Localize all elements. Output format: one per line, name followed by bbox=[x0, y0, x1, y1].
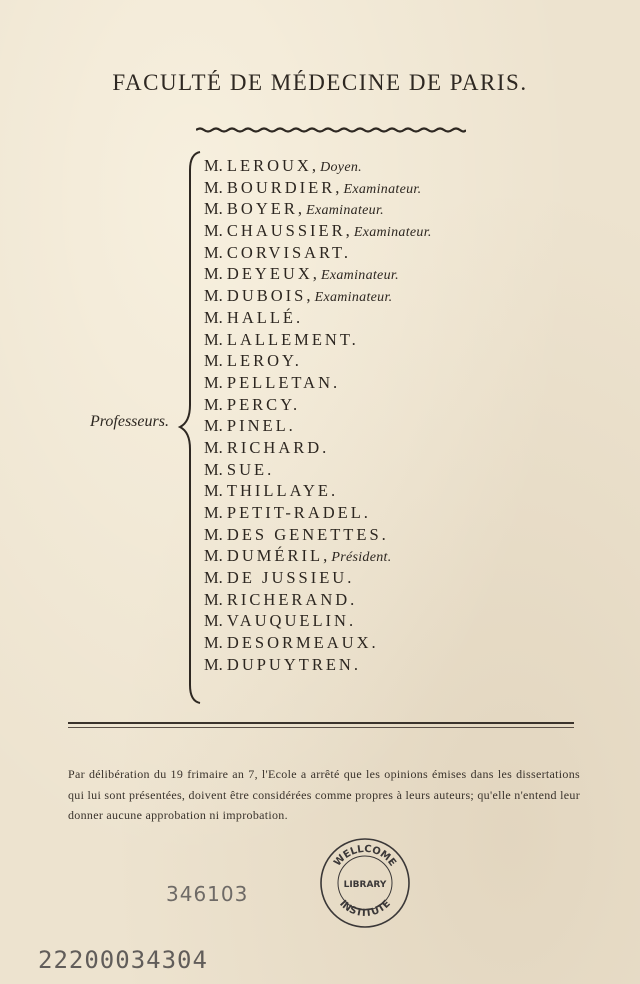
professor-name: RICHERAND. bbox=[226, 589, 358, 609]
professors-list bbox=[204, 155, 432, 676]
professor-name: THILLAYE. bbox=[226, 481, 339, 501]
professor-prefix: M. bbox=[204, 156, 223, 175]
professor-row: M. DUBOIS, Examinateur. bbox=[204, 286, 393, 306]
professor-name: LEROY. bbox=[226, 351, 302, 371]
professor-prefix: M. bbox=[204, 351, 223, 371]
professor-row bbox=[204, 437, 432, 459]
page-title: FACULTÉ DE MÉDECINE DE PARIS. bbox=[112, 70, 528, 95]
professor-name: BOURDIER bbox=[226, 177, 336, 197]
professor-row bbox=[204, 459, 432, 481]
professor-name: SUE. bbox=[226, 459, 275, 479]
professor-role: Examinateur. bbox=[314, 290, 393, 306]
professor-row bbox=[204, 329, 432, 351]
professor-row bbox=[204, 567, 432, 589]
professor-row bbox=[204, 350, 432, 372]
notice-paragraph: Par délibération du 19 frimaire an 7, l'Ecole a arrêté que les opinions émises dans les dissertations qui lui sont présentées, doivent être considérées comme propres à leurs auteurs; qu'elle n'entend leur donner aucune approbation ni improbation. bbox=[68, 767, 580, 822]
stamp-top-text: WELLCOME bbox=[332, 843, 398, 869]
professor-prefix: M. bbox=[204, 199, 223, 219]
professor-row bbox=[204, 524, 432, 546]
professor-row bbox=[204, 307, 432, 329]
professor-row bbox=[204, 610, 432, 632]
professor-name: CHAUSSIER bbox=[226, 221, 346, 241]
professor-prefix: M. bbox=[204, 329, 223, 349]
professor-prefix: M. bbox=[204, 654, 223, 674]
professor-prefix: M. bbox=[204, 416, 223, 436]
professor-prefix: M. bbox=[204, 372, 223, 392]
professor-name: PELLETAN. bbox=[226, 372, 341, 392]
professor-prefix: M. bbox=[204, 459, 223, 479]
professor-name: DE JUSSIEU. bbox=[226, 568, 355, 588]
professor-row bbox=[204, 480, 432, 502]
professor-prefix: M. bbox=[204, 568, 223, 588]
professor-row bbox=[204, 502, 432, 524]
professor-prefix: M. bbox=[204, 546, 223, 566]
stamp-center-text: LIBRARY bbox=[343, 880, 387, 890]
professor-prefix: M. bbox=[204, 633, 223, 653]
professor-row bbox=[204, 415, 432, 437]
professor-row: M. DUMÉRIL, Président. bbox=[204, 546, 392, 566]
professor-name: BOYER bbox=[226, 199, 298, 219]
professor-prefix: M. bbox=[204, 611, 223, 631]
professor-name: PERCY. bbox=[226, 394, 301, 414]
professor-prefix: M. bbox=[204, 394, 223, 414]
svg-text:INSTITUTE bbox=[337, 898, 393, 919]
professor-prefix: M. bbox=[204, 524, 223, 544]
professor-prefix: M. bbox=[204, 589, 223, 609]
professor-name: DUBOIS bbox=[226, 286, 307, 306]
professor-role: Examinateur. bbox=[321, 268, 399, 284]
professor-row: M. LEROUX, Doyen. bbox=[204, 156, 362, 175]
professor-role: Président. bbox=[331, 550, 392, 566]
professor-role: Examinateur. bbox=[306, 203, 384, 219]
professor-name: CORVISART. bbox=[226, 242, 352, 262]
professor-row bbox=[204, 654, 432, 676]
accession-number: 22200034304 bbox=[38, 946, 208, 974]
professor-row: M. BOYER, Examinateur. bbox=[204, 199, 384, 219]
professor-prefix: M. bbox=[204, 286, 223, 306]
professor-role: Examinateur. bbox=[343, 181, 422, 197]
professor-name: HALLÉ. bbox=[226, 307, 304, 327]
professor-name: RICHARD. bbox=[226, 437, 330, 457]
professor-name: DUMÉRIL bbox=[226, 546, 324, 566]
professor-prefix: M. bbox=[204, 177, 223, 197]
professor-prefix: M. bbox=[204, 437, 223, 457]
professor-name: DUPUYTREN. bbox=[226, 654, 361, 674]
library-stamp bbox=[318, 836, 412, 930]
professor-name: PINEL. bbox=[226, 416, 296, 436]
professor-prefix: M. bbox=[204, 264, 223, 284]
shelf-number: 346103 bbox=[166, 882, 249, 906]
professor-row: M. CHAUSSIER, Examinateur. bbox=[204, 221, 432, 241]
professor-name: DESORMEAUX. bbox=[226, 633, 379, 653]
professor-name: DES GENETTES. bbox=[226, 524, 389, 544]
professor-role: Examinateur. bbox=[353, 225, 432, 241]
professor-name: DEYEUX bbox=[226, 264, 313, 284]
professors-brace bbox=[176, 150, 206, 705]
professor-prefix: M. bbox=[204, 221, 223, 241]
professor-name: LALLEMENT. bbox=[226, 329, 359, 349]
professor-row bbox=[204, 394, 432, 416]
professor-name: PETIT-RADEL. bbox=[226, 503, 371, 522]
professor-row bbox=[204, 589, 432, 611]
professor-name: LEROUX bbox=[226, 156, 312, 175]
professor-row bbox=[204, 632, 432, 654]
horizontal-rule bbox=[68, 722, 574, 728]
professor-row: M. BOURDIER, Examinateur. bbox=[204, 177, 422, 197]
professor-row bbox=[204, 242, 432, 264]
professor-prefix: M. bbox=[204, 481, 223, 501]
professor-prefix: M. bbox=[204, 242, 223, 262]
professor-role: Doyen. bbox=[320, 160, 362, 175]
stamp-bottom-text: INSTITUTE bbox=[337, 898, 393, 920]
professor-name: VAUQUELIN. bbox=[226, 611, 357, 631]
ornamental-rule bbox=[196, 126, 466, 134]
professor-row: M. DEYEUX, Examinateur. bbox=[204, 264, 399, 284]
professor-prefix: M. bbox=[204, 307, 223, 327]
professor-prefix: M. bbox=[204, 503, 223, 522]
professors-label: Professeurs. bbox=[90, 413, 169, 430]
professor-row bbox=[204, 372, 432, 394]
